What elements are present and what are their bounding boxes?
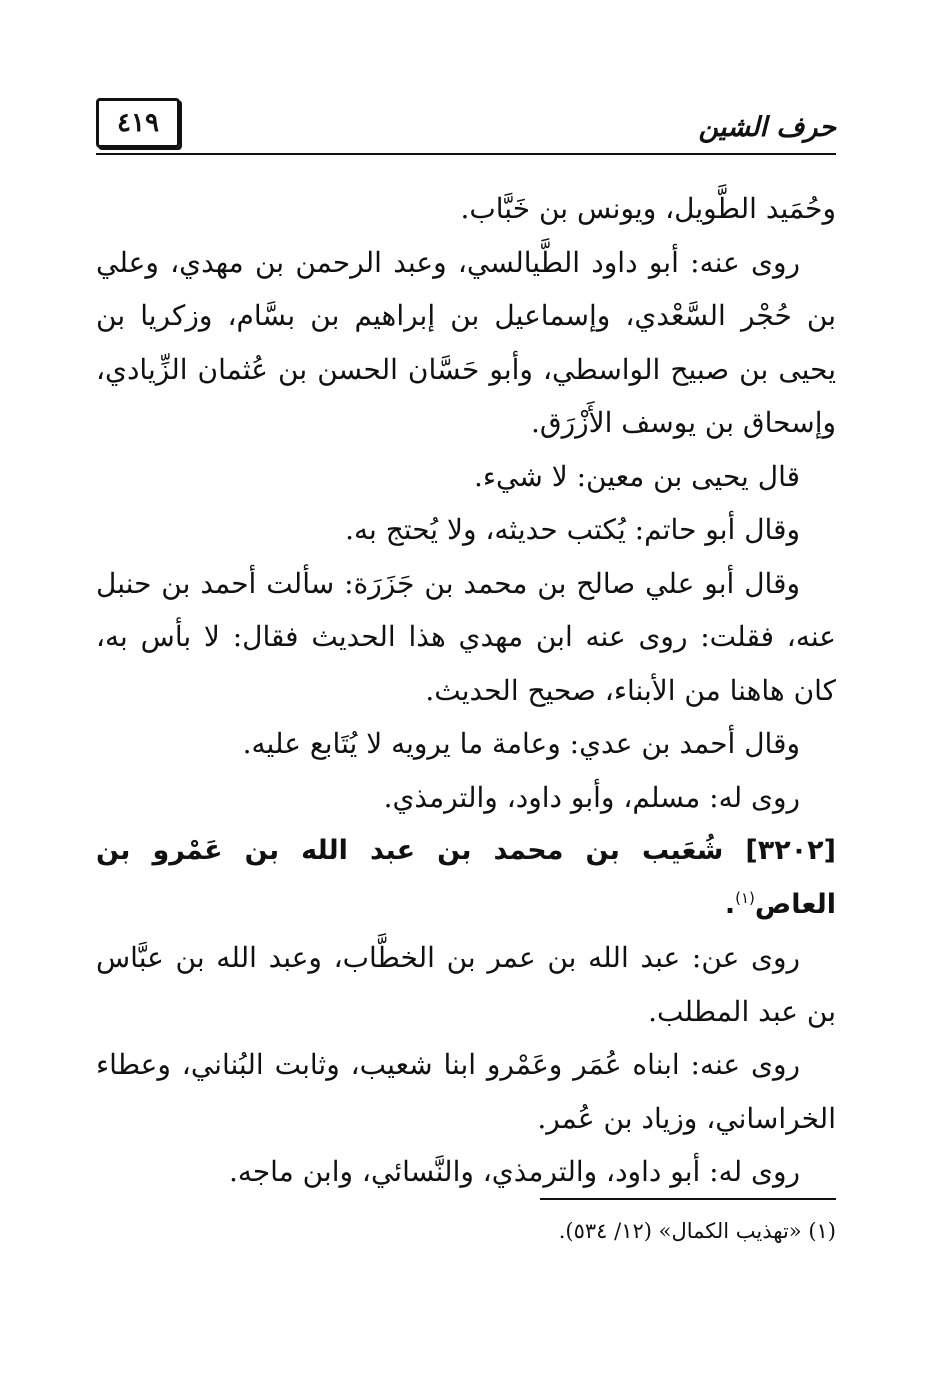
- text-paragraph: وحُمَيد الطَّويل، ويونس بن خَبَّاب.: [460, 192, 836, 225]
- footnote-rule: [540, 1198, 836, 1200]
- page-number: ٤١٩: [96, 98, 180, 148]
- entry-heading: [96, 824, 836, 931]
- header-rule: [96, 153, 836, 155]
- footnote-item: (١) «تهذيب الكمال» (١٢/ ٥٣٤).: [558, 1219, 836, 1243]
- footnote-ref: (١): [735, 888, 755, 907]
- text-paragraph: روى عنه: أبو داود الطَّيالسي، وعبد الرحمن بن مهدي، وعلي بن حُجْر السَّعْدي، وإسماعيل بن إبراهيم بن بسَّام، وزكريا بن يحيى بن صبيح الواسطي، وأبو حَسَّان الحسن بن عُثمان الزِّيادي، وإسحاق بن يوسف الأَزْرَق.: [96, 245, 836, 439]
- entry-name: شُعَيب بن محمد بن عبد الله بن عَمْرو بن العاص: [96, 835, 836, 920]
- entry-number: [٣٢٠٢]: [745, 835, 836, 866]
- running-title: حرف الشين: [698, 112, 836, 143]
- text-paragraph: وقال أحمد بن عدي: وعامة ما يرويه لا يُتَابع عليه.: [242, 727, 800, 760]
- body-text: [96, 182, 836, 1199]
- text-paragraph: روى عن: عبد الله بن عمر بن الخطَّاب، وعبد الله بن عبَّاس بن عبد المطلب.: [96, 941, 836, 1028]
- text-paragraph: وقال أبو علي صالح بن محمد بن جَزَرَة: سألت أحمد بن حنبل عنه، فقلت: روى عنه ابن مهدي هذا الحديث فقال: لا بأس به، كان هاهنا من الأبناء، صحيح الحديث.: [96, 566, 836, 707]
- text-paragraph: روى عنه: ابناه عُمَر وعَمْرو ابنا شعيب، وثابت البُناني، وعطاء الخراساني، وزياد بن عُمر.: [96, 1048, 836, 1135]
- text-paragraph: روى له: مسلم، وأبو داود، والترمذي.: [383, 780, 800, 814]
- footnotes: [96, 1214, 836, 1248]
- text-paragraph: قال يحيى بن معين: لا شيء.: [473, 459, 800, 493]
- entry-end: .: [724, 888, 736, 920]
- page-header: [96, 96, 836, 156]
- text-paragraph: روى له: أبو داود، والترمذي، والنَّسائي، وابن ماجه.: [228, 1155, 800, 1188]
- text-paragraph: وقال أبو حاتم: يُكتب حديثه، ولا يُحتج به.: [345, 513, 800, 546]
